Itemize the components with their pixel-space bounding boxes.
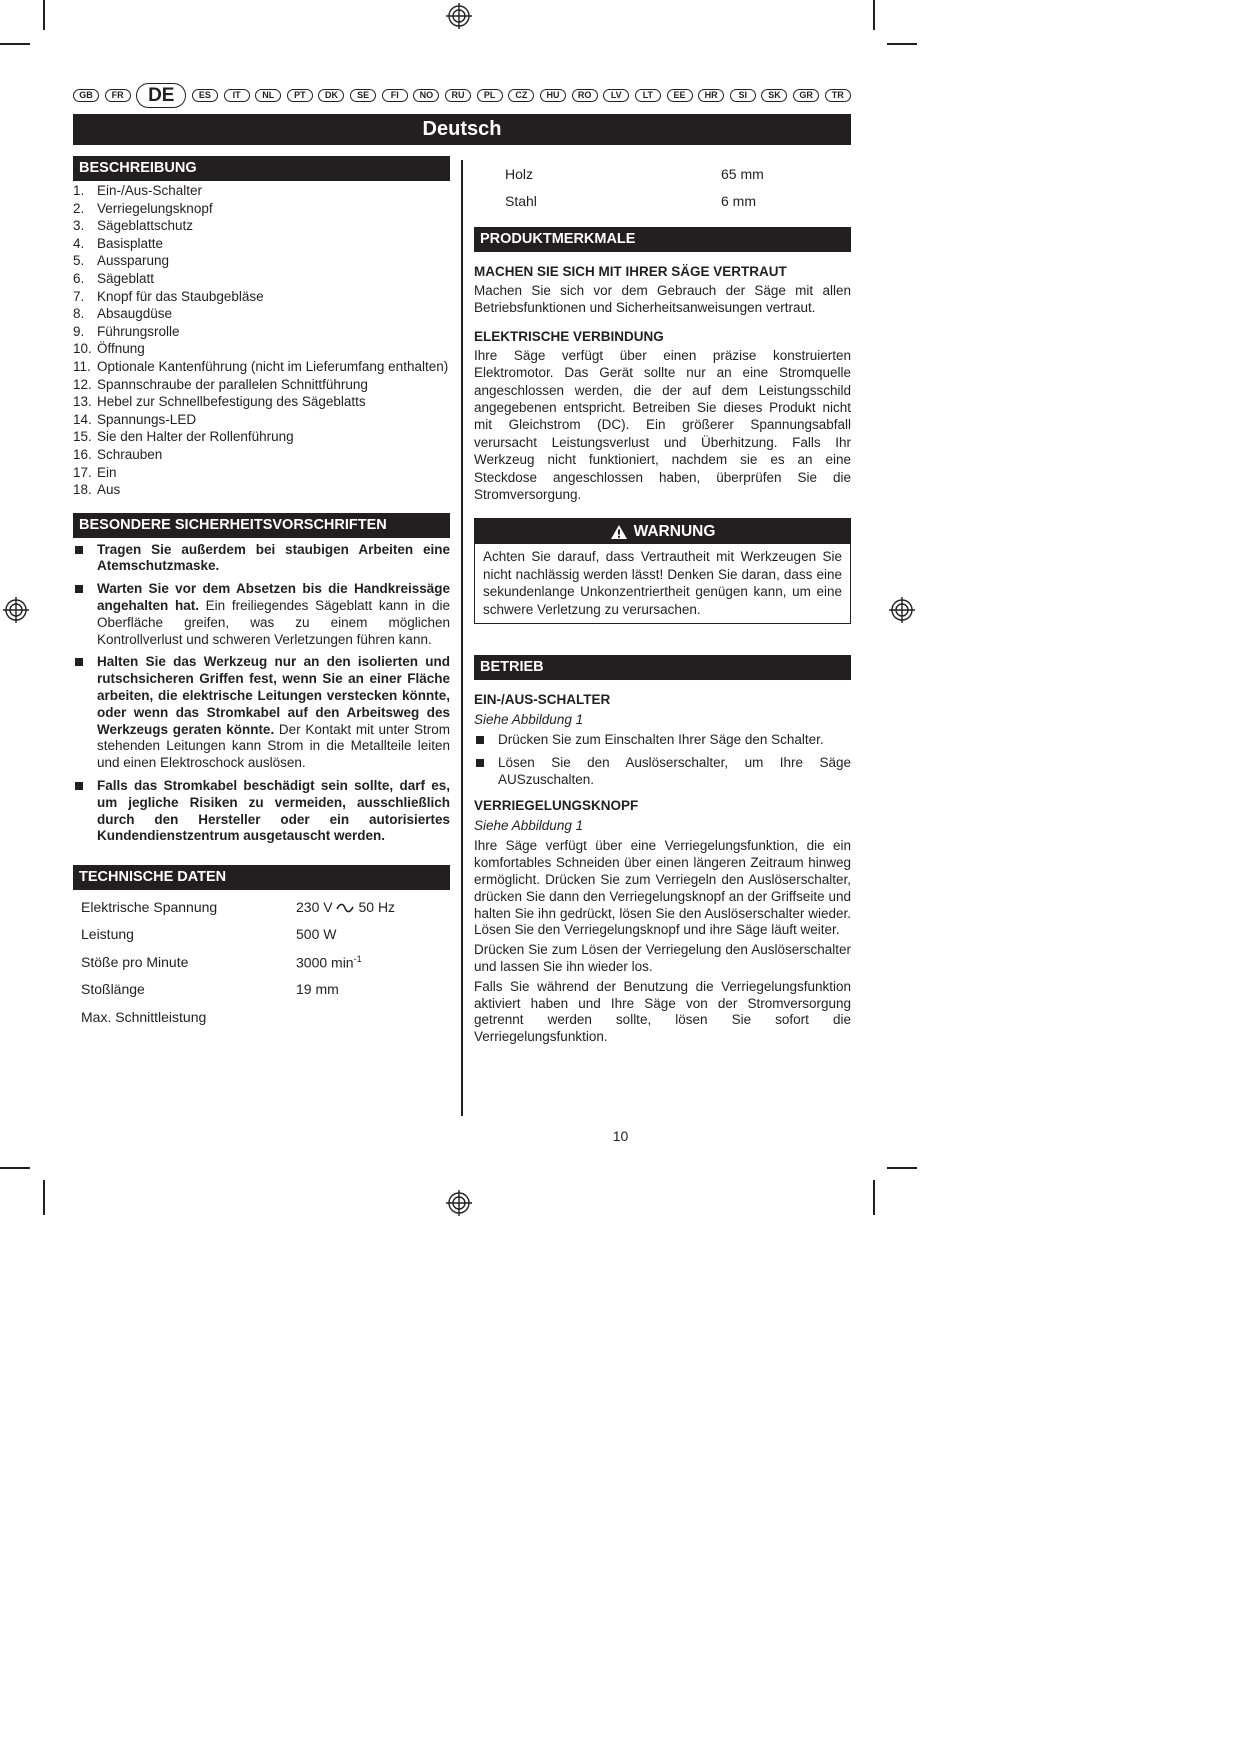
- list-item: [73, 252, 450, 270]
- section-heading-produktmerkmale: PRODUKTMERKMALE: [474, 227, 851, 252]
- left-column: [73, 156, 450, 1031]
- table-row: [73, 976, 450, 1004]
- registration-mark-icon: [446, 3, 472, 29]
- subheading-vertraut: MACHEN SIE SICH MIT IHRER SÄGE VERTRAUT: [474, 264, 787, 279]
- list-item: Drücken Sie zum Einschalten Ihrer Säge den Schalter.: [474, 732, 851, 749]
- language-de[interactable]: DE: [136, 83, 186, 108]
- item-text: Verriegelungsknopf: [97, 200, 213, 216]
- item-text: Sie den Halter der Rollenführung: [97, 429, 294, 445]
- crop-mark: [873, 0, 875, 30]
- language-cz[interactable]: CZ: [508, 89, 534, 102]
- list-item: [73, 481, 450, 499]
- paragraph-verriegelung-3: Falls Sie während der Benutzung die Verriegelungsfunktion aktiviert haben und Ihre Säge von der Stromversorgung getrennt werden sollte, lösen Sie sofort die Verriegelungsfunktion.: [474, 978, 851, 1045]
- list-item: [73, 376, 450, 394]
- language-gb[interactable]: GB: [73, 89, 99, 102]
- normal-text: Ein freiliegendes Sägeblatt kann in die Oberfläche greifen, was zu einem möglichen Kontrollverlust und schweren Verletzungen führen kann.: [97, 598, 450, 647]
- bold-text: Tragen Sie außerdem bei staubigen Arbeiten eine Atemschutzmaske.: [97, 541, 450, 574]
- item-number: 10.: [73, 341, 92, 357]
- list-item: [73, 235, 450, 253]
- spec-value-main: 500 W: [296, 926, 337, 943]
- language-lv[interactable]: LV: [603, 89, 629, 102]
- list-item: Lösen Sie den Auslöserschalter, um Ihre Säge AUSzuschalten.: [474, 755, 851, 789]
- normal-text: Der Kontakt mit unter Strom stehenden Leitungen kann Strom in die Metallteile leiten und einen Elektroschock auslösen.: [97, 721, 451, 771]
- language-it[interactable]: IT: [224, 89, 250, 102]
- item-number: 1.: [73, 183, 85, 198]
- language-hr[interactable]: HR: [698, 89, 724, 102]
- table-row: [73, 1003, 450, 1031]
- language-si[interactable]: SI: [730, 89, 756, 102]
- section-heading-beschreibung: BESCHREIBUNG: [73, 156, 450, 181]
- column-divider: [461, 160, 463, 1116]
- language-dk[interactable]: DK: [318, 89, 344, 102]
- spec-value-main: 230 V: [296, 898, 333, 915]
- spec-label: Holz: [505, 165, 534, 182]
- warning-triangle-icon: [610, 524, 628, 540]
- crop-mark: [0, 43, 30, 45]
- item-text: Schrauben: [97, 446, 163, 462]
- item-number: 3.: [73, 218, 85, 234]
- figure-reference: Siehe Abbildung 1: [474, 712, 584, 728]
- item-number: 9.: [73, 323, 85, 339]
- spec-label: Stahl: [505, 193, 537, 210]
- list-item: [73, 393, 450, 411]
- spec-value: [296, 1003, 450, 1031]
- item-number: 13.: [73, 394, 92, 410]
- list-item: [73, 542, 450, 576]
- item-text: Sägeblattschutz: [97, 218, 194, 234]
- crop-mark: [43, 1180, 45, 1215]
- spec-label: Leistung: [81, 926, 134, 943]
- list-item: [73, 200, 450, 218]
- item-text: Absaugdüse: [97, 306, 173, 322]
- table-row: [474, 188, 851, 216]
- item-text: Aussparung: [97, 253, 170, 269]
- item-text: Ein-/Aus-Schalter: [97, 183, 203, 198]
- spec-value: [296, 976, 450, 1004]
- language-pt[interactable]: PT: [287, 89, 313, 102]
- item-number: 15.: [73, 429, 92, 445]
- spec-label: Stoßlänge: [81, 981, 145, 998]
- section-heading-sicherheit: BESONDERE SICHERHEITSVORSCHRIFTEN: [73, 513, 450, 538]
- list-item: [73, 358, 450, 376]
- ac-wave-icon: [336, 903, 354, 913]
- list-item: [73, 288, 450, 306]
- registration-mark-icon: [3, 597, 29, 623]
- spec-label: Max. Schnittleistung: [81, 1008, 207, 1025]
- language-fr[interactable]: FR: [105, 89, 131, 102]
- item-number: 8.: [73, 306, 85, 322]
- bold-text: Falls das Stromkabel beschädigt sein sollte, darf es, um jegliche Risiken zu vermeiden, ausschließlich durch den Hersteller oder ein autorisiertes Kundendienstzentrum ausgetauscht werden.: [97, 778, 450, 844]
- language-ru[interactable]: RU: [445, 89, 471, 102]
- list-item: [73, 411, 450, 429]
- list-item: [73, 340, 450, 358]
- operation-list: [474, 732, 851, 788]
- safety-list: [73, 542, 450, 846]
- item-number: 14.: [73, 411, 92, 427]
- item-text: Sägeblatt: [97, 270, 155, 286]
- spec-label: Elektrische Spannung: [81, 898, 218, 915]
- page-title: Deutsch: [73, 114, 851, 145]
- item-text: Basisplatte: [97, 235, 164, 251]
- list-item: [73, 778, 450, 845]
- paragraph-verriegelung-1: Ihre Säge verfügt über eine Verriegelungsfunktion, die ein komfortables Schneiden über einen längeren Zeitraum hinweg ermöglicht. Drücken Sie zum Verriegeln den Auslöserschalter, drücken Sie dann den Verriegelungsknopf an der Griffseite und halten Sie ihn gedrückt, lösen Sie den Auslöserschalter wieder. Lösen Sie den Verriegelungsknopf und ihre Säge läuft weiter.: [474, 838, 851, 938]
- item-text: Knopf für das Staubgebläse: [97, 288, 264, 304]
- list-item: [73, 182, 450, 200]
- spec-value: [296, 893, 450, 921]
- section-heading-technische-daten: TECHNISCHE DATEN: [73, 865, 450, 890]
- crop-mark: [887, 1167, 917, 1169]
- language-lt[interactable]: LT: [635, 89, 661, 102]
- registration-mark-icon: [446, 1190, 472, 1216]
- language-tr[interactable]: TR: [825, 89, 851, 102]
- language-es[interactable]: ES: [192, 89, 218, 102]
- paragraph-elektrische-verbindung: Ihre Säge verfügt über einen präzise konstruierten Elektromotor. Das Gerät sollte nur an eine Stromquelle angeschlossen werden, die der auf dem Leistungsschild angegebenen entspricht. Betreiben Sie dieses Produkt nicht mit Gleichstrom (DC). Ein größerer Spannungsabfall verursacht Leistungsverlust und Überhitzung. Falls Ihr Werkzeug nicht funktioniert, nachdem sie es an eine Steckdose angeschlossen haben, überprüfen Sie die Stromversorgung.: [474, 347, 851, 503]
- paragraph-verriegelung-2: Drücken Sie zum Lösen der Verriegelung den Auslöserschalter und lassen Sie ihn wieder los.: [474, 942, 851, 975]
- item-number: 7.: [73, 288, 85, 304]
- language-se[interactable]: SE: [350, 89, 376, 102]
- spec-value: [296, 921, 450, 949]
- language-gr[interactable]: GR: [793, 89, 819, 102]
- subheading-elektrische-verbindung: ELEKTRISCHE VERBINDUNG: [474, 328, 664, 344]
- item-text: Spannschraube der parallelen Schnittführung: [97, 376, 368, 392]
- table-row: [73, 921, 450, 949]
- spec-table: [73, 893, 450, 1031]
- language-sk[interactable]: SK: [761, 89, 787, 102]
- spec-value-main: 19 mm: [296, 981, 339, 998]
- subheading-verriegelungsknopf: VERRIEGELUNGSKNOPF: [474, 798, 639, 814]
- crop-mark: [43, 0, 45, 30]
- crop-mark: [887, 43, 917, 45]
- language-ee[interactable]: EE: [667, 89, 693, 102]
- spec-table-continued: [474, 160, 851, 215]
- table-row: [73, 893, 450, 921]
- language-hu[interactable]: HU: [540, 89, 566, 102]
- spec-value-suffix: 50 Hz: [354, 898, 396, 915]
- item-number: 17.: [73, 464, 92, 480]
- language-ro[interactable]: RO: [572, 89, 598, 102]
- warning-box: [474, 518, 851, 624]
- item-number: 2.: [73, 200, 85, 216]
- language-nl[interactable]: NL: [255, 89, 281, 102]
- figure-reference: Siehe Abbildung 1: [474, 818, 584, 834]
- right-column: [474, 160, 851, 1046]
- crop-mark: [0, 1167, 30, 1169]
- list-item: [73, 428, 450, 446]
- language-pl[interactable]: PL: [477, 89, 503, 102]
- item-number: 5.: [73, 253, 85, 269]
- bold-text: Halten Sie das Werkzeug nur an den isolierten und rutschsicheren Griffen fest, wenn Sie an einer Fläche arbeiten, die elektrische Leitungen verstecken könnte, oder wenn das Stromkabel auf den Arbeitsweg des Werkzeugs geraten könnte.: [97, 654, 450, 737]
- crop-mark: [873, 1180, 875, 1215]
- bold-text: Warten Sie vor dem Absetzen bis die Handkreissäge angehalten hat.: [97, 581, 450, 614]
- warning-title: WARNUNG: [633, 522, 716, 540]
- list-item: [73, 323, 450, 341]
- item-text: Optionale Kantenführung (nicht im Lieferumfang enthalten): [97, 358, 449, 374]
- table-row: [73, 948, 450, 976]
- registration-mark-icon: [889, 597, 915, 623]
- item-text: Ein: [97, 464, 117, 480]
- spec-value: 6 mm: [721, 193, 756, 210]
- subheading-ein-aus-schalter: EIN-/AUS-SCHALTER: [474, 692, 611, 708]
- language-no[interactable]: NO: [413, 89, 439, 102]
- item-text: Öffnung: [97, 341, 145, 357]
- table-row: [474, 160, 851, 188]
- language-fi[interactable]: FI: [382, 89, 408, 102]
- spec-value: [296, 948, 450, 976]
- item-text: Führungsrolle: [97, 323, 180, 339]
- list-item: [73, 270, 450, 288]
- item-number: 12.: [73, 376, 92, 392]
- item-text: Hebel zur Schnellbefestigung des Sägeblatts: [97, 394, 366, 410]
- list-item: [73, 581, 450, 648]
- warning-header: [475, 519, 850, 544]
- paragraph-vertraut: Machen Sie sich vor dem Gebrauch der Säge mit allen Betriebsfunktionen und Sicherheitsanweisungen vertraut.: [474, 283, 851, 316]
- spec-label: Stöße pro Minute: [81, 953, 189, 970]
- item-number: 11.: [73, 358, 91, 374]
- language-selector: [73, 82, 851, 108]
- list-item: [73, 446, 450, 464]
- list-item: [73, 654, 450, 772]
- section-heading-betrieb: BETRIEB: [474, 655, 851, 680]
- page-number: 10: [612, 1128, 629, 1144]
- item-number: 4.: [73, 235, 85, 251]
- warning-text: Achten Sie darauf, dass Vertrautheit mit Werkzeugen Sie nicht nachlässig werden lässt! Denken Sie daran, dass eine sekundenlange Unkonzentriertheit genügen kann, um eine schwere Verletzung zu verursachen.: [483, 549, 842, 617]
- item-number: 18.: [73, 482, 92, 498]
- item-number: 16.: [73, 446, 92, 462]
- description-list: [73, 182, 450, 499]
- list-item: [73, 217, 450, 235]
- item-text: Aus: [97, 482, 121, 498]
- list-item: [73, 305, 450, 323]
- list-item: [73, 464, 450, 482]
- superscript: -1: [353, 953, 362, 964]
- item-text: Spannungs-LED: [97, 411, 197, 427]
- spec-value-main: 3000 min: [296, 954, 354, 971]
- item-number: 6.: [73, 270, 85, 286]
- spec-value: 65 mm: [721, 165, 764, 182]
